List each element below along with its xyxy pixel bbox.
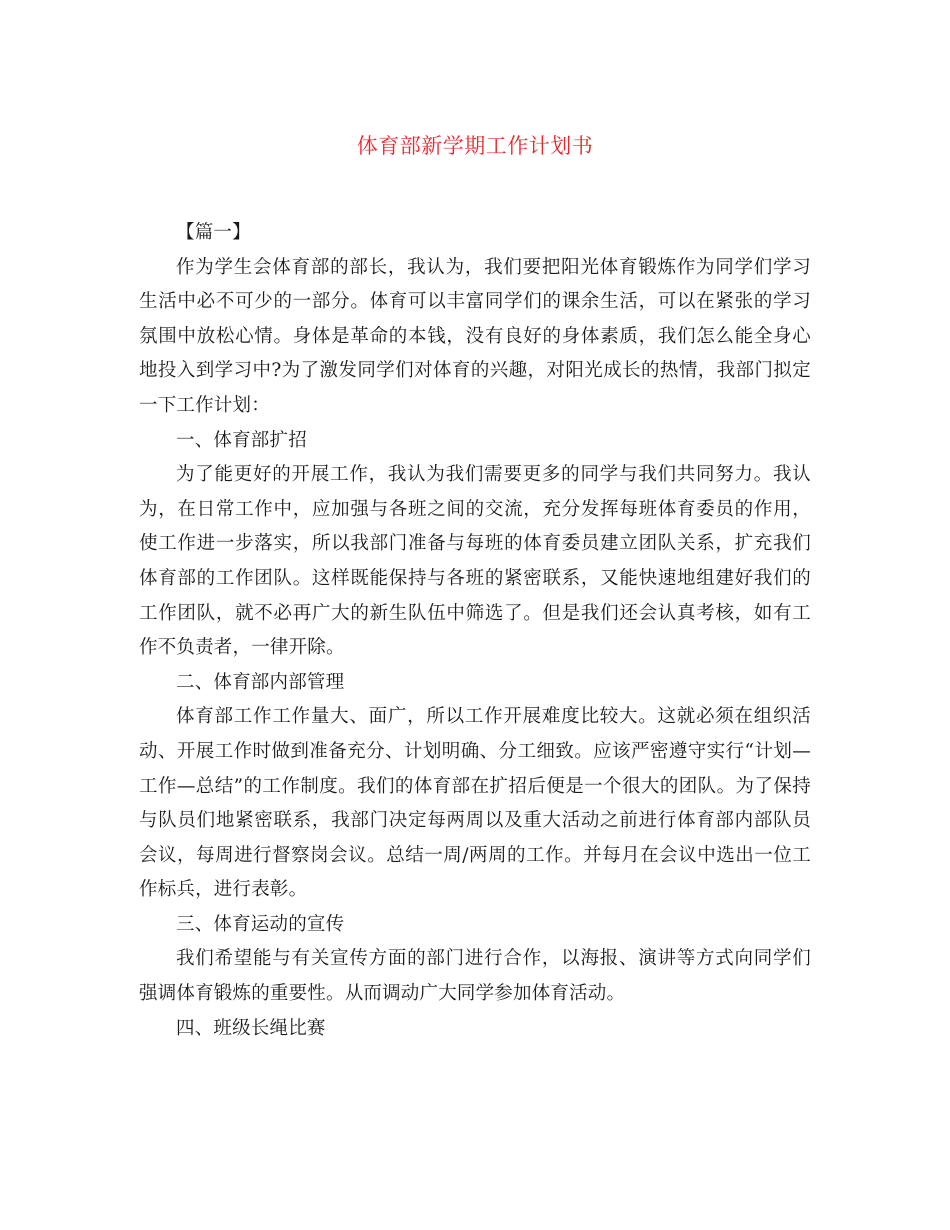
document-title: 体育部新学期工作计划书 — [356, 134, 594, 158]
section-heading-part-one: 【篇一】 — [176, 222, 251, 243]
section-heading-rope-competition: 四、班级长绳比赛 — [176, 1017, 326, 1039]
section-heading-recruitment: 一、体育部扩招 — [176, 429, 307, 451]
publicity-paragraph: 我们希望能与有关宣传方面的部门进行合作，以海报、演讲等方式向同学们强调体育锻炼的重要性。从而调动广大同学参加体育活动。 — [139, 948, 811, 1005]
intro-paragraph: 作为学生会体育部的部长，我认为，我们要把阳光体育锻炼作为同学们学习生活中必不可少的一部分。体育可以丰富同学们的课余生活，可以在紧张的学习氛围中放松心情。身体是革命的本钱，没有良好的身体素质，我们怎么能全身心地投入到学习中?为了激发同学们对体育的兴趣，对阳光成长的热情，我部门拟定一下工作计划： — [139, 256, 811, 416]
section-heading-internal-management: 二、体育部内部管理 — [176, 671, 345, 693]
document-body — [139, 216, 811, 1046]
internal-management-paragraph: 体育部工作工作量大、面广，所以工作开展难度比较大。这就必须在组织活动、开展工作时做到准备充分、计划明确、分工细致。应该严密遵守实行“计划—工作—总结”的工作制度。我们的体育部在扩招后便是一个很大的团队。为了保持与队员们地紧密联系，我部门决定每两周以及重大活动之前进行体育部内部队员会议，每周进行督察岗会议。总结一周/两周的工作。并每月在会议中选出一位工作标兵，进行表彰。 — [139, 706, 811, 901]
recruitment-paragraph: 为了能更好的开展工作，我认为我们需要更多的同学与我们共同努力。我认为，在日常工作中，应加强与各班之间的交流，充分发挥每班体育委员的作用，使工作进一步落实，所以我部门准备与每班的体育委员建立团队关系，扩充我们体育部的工作团队。这样既能保持与各班的紧密联系，又能快速地组建好我们的工作团队，就不必再广大的新生队伍中筛选了。但是我们还会认真考核，如有工作不负责者，一律开除。 — [139, 464, 811, 659]
section-heading-publicity: 三、体育运动的宣传 — [176, 913, 345, 935]
